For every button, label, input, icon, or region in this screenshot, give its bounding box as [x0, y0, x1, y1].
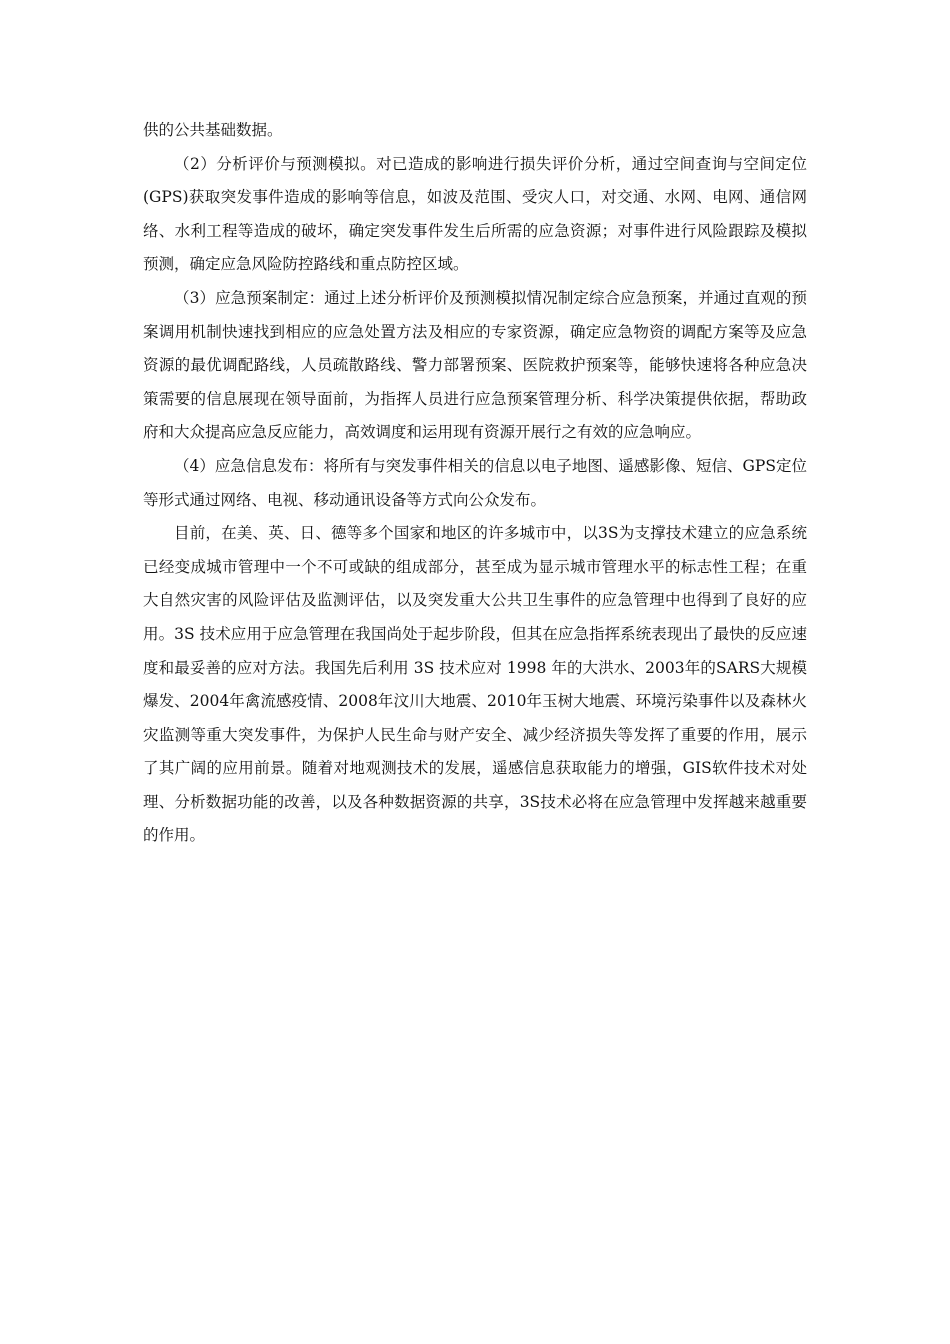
paragraph-3s-summary: 目前，在美、英、日、德等多个国家和地区的许多城市中，以3S为支撑技术建立的应急系统已经变成城市管理中一个不可或缺的组成部分，甚至成为显示城市管理水平的标志性工程；在重大自然灾害的风险评估及监测评估，以及突发重大公共卫生事件的应急管理中也得到了良好的应用。3S 技术应用于应急管理在我国尚处于起步阶段，但其在应急指挥系统表现出了最快的反应速度和最妥善的应对方法。我国先后利用 3S 技术应对 1998 年的大洪水、2003年的SARS大规模爆发、2004年禽流感疫情、2008年汶川大地震、2010年玉树大地震、环境污染事件以及森林火灾监测等重大突发事件，为保护人民生命与财产安全、减少经济损失等发挥了重要的作用，展示了其广阔的应用前景。随着对地观测技术的发展，遥感信息获取能力的增强，GIS软件技术对处理、分析数据功能的改善，以及各种数据资源的共享，3S技术必将在应急管理中发挥越来越重要的作用。 [143, 524, 807, 845]
paragraph-analysis-prediction: （2）分析评价与预测模拟。对已造成的影响进行损失评价分析，通过空间查询与空间定位(GPS)获取突发事件造成的影响等信息，如波及范围、受灾人口，对交通、水网、电网、通信网络、水利工程等造成的破坏，确定突发事件发生后所需的应急资源；对事件进行风险跟踪及模拟预测，确定应急风险防控路线和重点防控区域。 [143, 154, 807, 274]
paragraph-emergency-plan: （3）应急预案制定：通过上述分析评价及预测模拟情况制定综合应急预案，并通过直观的预案调用机制快速找到相应的应急处置方法及相应的专家资源，确定应急物资的调配方案等及应急资源的最优调配路线，人员疏散路线、警力部署预案、医院救护预案等，能够快速将各种应急决策需要的信息展现在领导面前，为指挥人员进行应急预案管理分析、科学决策提供依据，帮助政府和大众提高应急反应能力，高效调度和运用现有资源开展行之有效的应急响应。 [143, 288, 807, 442]
paragraph-info-release: （4）应急信息发布：将所有与突发事件相关的信息以电子地图、遥感影像、短信、GPS定位等形式通过网络、电视、移动通讯设备等方式向公众发布。 [143, 456, 807, 509]
body-text [143, 114, 807, 853]
paragraph-continuation: 供的公共基础数据。 [143, 121, 283, 139]
